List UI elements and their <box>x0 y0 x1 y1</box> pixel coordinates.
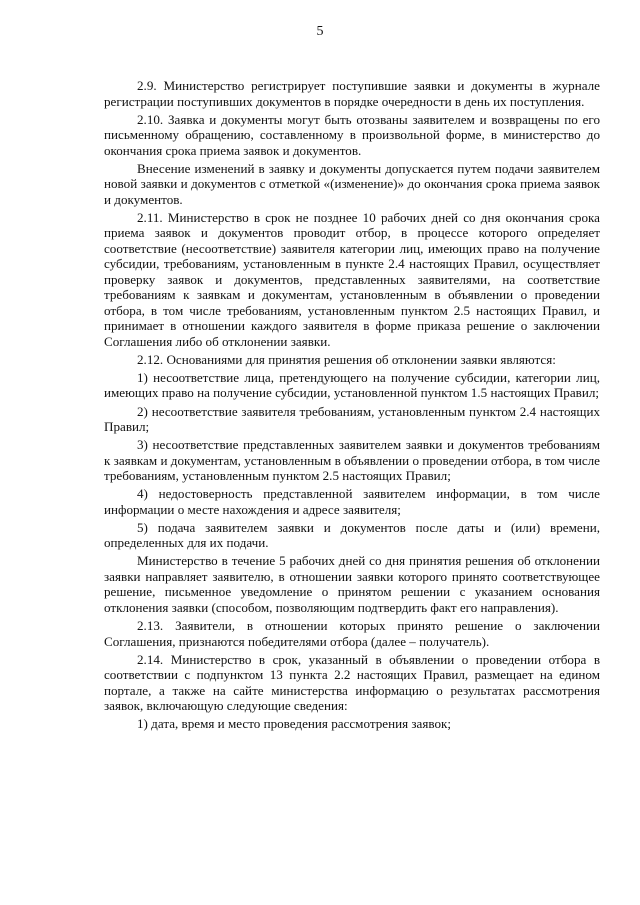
list-item-3: 3) несоответствие представленных заявителем заявки и документов требованиям к заявкам и документам, установленным в объявлении о проведении отбора, в том числе требованиям, установленным пунктом 2.5 настоящих Правил; <box>104 437 600 484</box>
document-body <box>104 78 600 734</box>
paragraph-2-12: 2.12. Основаниями для принятия решения об отклонении заявки являются: <box>137 351 556 367</box>
paragraph-2-9: 2.9. Министерство регистрирует поступившие заявки и документы в журнале регистрации поступивших документов в порядке очередности в день их поступления. <box>104 78 600 109</box>
list-item-5: 5) подача заявителем заявки и документов после даты и (или) времени, определенных для их подачи. <box>104 519 600 551</box>
paragraph-2-10: 2.10. Заявка и документы могут быть отозваны заявителем и возвращены по его письменному обращению, составленному в произвольной форме, в министерство до окончания срока приема заявок и документов. <box>104 111 600 158</box>
paragraph-amendments: Внесение изменений в заявку и документы допускается путем подачи заявителем новой заявки и документов с отметкой «(изменение)» до окончания срока приема заявок и документов. <box>104 160 600 207</box>
paragraph-2-13: 2.13. Заявители, в отношении которых принято решение о заключении Соглашения, признаются победителями отбора (далее – получатель). <box>104 618 600 649</box>
paragraph-rejection-notice: Министерство в течение 5 рабочих дней со дня принятия решения об отклонении заявки направляет заявителю, в отношении заявки которого принято соответствующее решение, письменное уведомление о принятом решении с указанием основания отклонения заявки (способом, позволяющим подтвердить факт его направления). <box>104 553 600 615</box>
paragraph-2-11: 2.11. Министерство в срок не позднее 10 рабочих дней со дня окончания срока приема заявок и документов проводит отбор, в процессе которого определяет соответствие (несоответствие) заявителя категории лиц, имеющих право на получение субсидии, требованиям, установленным в пункте 2.4 настоящих Правил, осуществляет проверку заявок и документов, представленных заявителями, на соответствие требованиям к заявкам и документам, установленным в объявлении о проведении отбора, в том числе требованиям, установленным пунктом 2.5 настоящих Правил, и принимает в отношении каждого заявителя в форме приказа решение о заключении Соглашения либо об отклонении заявки. <box>104 209 600 349</box>
page-number: 5 <box>316 24 324 39</box>
list-item-2: 2) несоответствие заявителя требованиям, установленным пунктом 2.4 настоящих Правил; <box>104 403 600 435</box>
list-item-4: 4) недостоверность представленной заявителем информации, в том числе информации о месте нахождения и адресе заявителя; <box>104 486 600 517</box>
list-item-1: 1) несоответствие лица, претендующего на получение субсидии, категории лиц, имеющих право на получение субсидии, установленной пунктом 1.5 настоящих Правил; <box>104 369 600 401</box>
paragraph-2-14: 2.14. Министерство в срок, указанный в объявлении о проведении отбора в соответствии с подпунктом 13 пункта 2.2 настоящих Правил, размещает на едином портале, а также на сайте министерства информацию о результатах рассмотрения заявок, включающую следующие сведения: <box>104 651 600 714</box>
paragraph-2-14-item-1: 1) дата, время и место проведения рассмотрения заявок; <box>137 716 452 732</box>
